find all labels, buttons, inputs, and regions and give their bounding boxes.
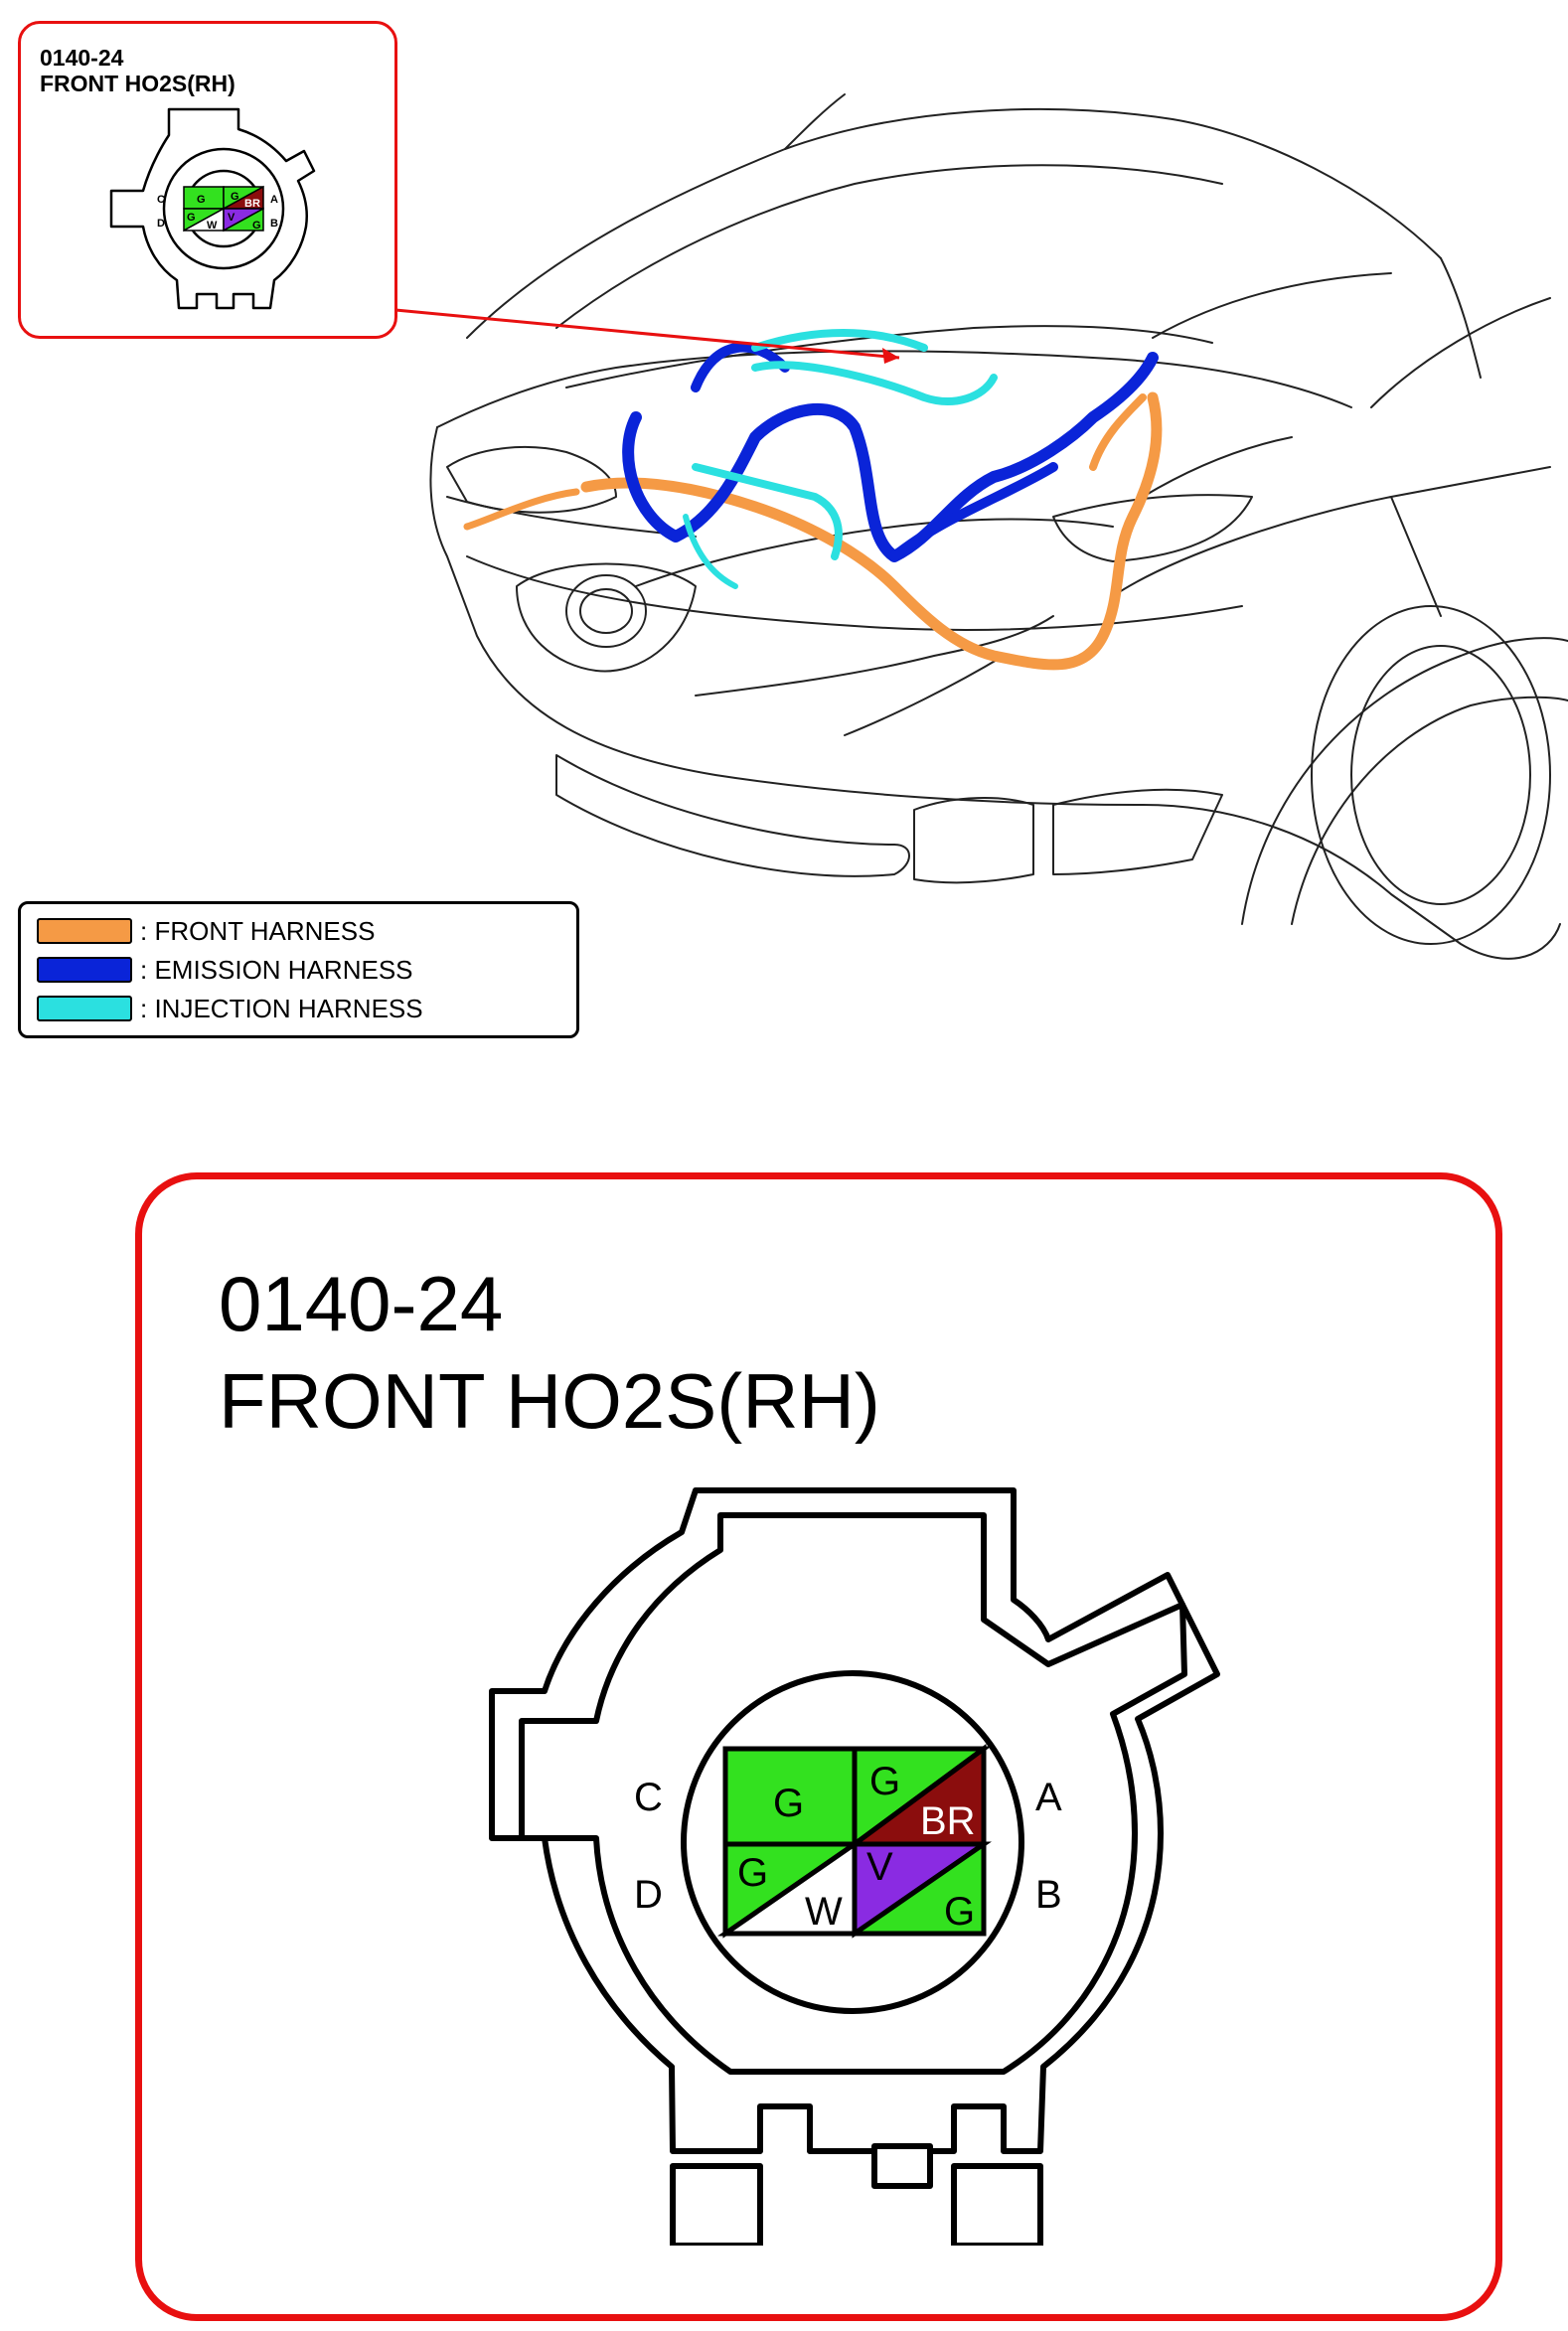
legend-label-emission: : EMISSION HARNESS xyxy=(140,954,413,985)
inset-pin-c-wire: G xyxy=(197,194,206,206)
inset-label-a: A xyxy=(270,194,278,206)
pin-d-wire-top-label: G xyxy=(737,1851,769,1895)
inset-name: FRONT HO2S(RH) xyxy=(40,71,235,96)
pin-a-wire-top-label: G xyxy=(869,1760,901,1803)
side-label-a: A xyxy=(1035,1776,1062,1819)
injection-harness-swatch xyxy=(37,996,132,1021)
inset-pin-a-wire-bottom: BR xyxy=(244,198,260,210)
side-label-c: C xyxy=(634,1776,663,1819)
pin-b-wire-bottom-label: G xyxy=(944,1890,976,1934)
inset-pin-b-wire-bottom: G xyxy=(252,220,261,232)
emission-harness-swatch xyxy=(37,957,132,983)
harness-legend xyxy=(18,901,579,1038)
detail-name: FRONT HO2S(RH) xyxy=(219,1357,880,1445)
inset-label-c: C xyxy=(157,194,165,206)
pin-a-wire-bottom-label: BR xyxy=(920,1799,976,1843)
legend-item-injection xyxy=(37,994,423,1023)
pin-c-wire-label: G xyxy=(773,1782,805,1825)
side-label-d: D xyxy=(634,1873,663,1917)
legend-item-front xyxy=(37,916,375,946)
inset-label-b: B xyxy=(270,218,278,230)
connector-face-view xyxy=(477,1471,1232,2246)
detail-code: 0140-24 xyxy=(219,1260,504,1347)
inset-label-d: D xyxy=(157,218,165,230)
side-label-b: B xyxy=(1035,1873,1062,1917)
front-harness-swatch xyxy=(37,918,132,944)
inset-pin-b-wire-top: V xyxy=(228,212,235,224)
inset-code: 0140-24 xyxy=(40,45,124,71)
inset-pin-a-wire-top: G xyxy=(231,191,239,203)
legend-label-front: : FRONT HARNESS xyxy=(140,915,376,946)
inset-pin-d-wire-bottom: W xyxy=(207,220,218,232)
pin-d-wire-bottom-label: W xyxy=(805,1890,843,1934)
legend-label-injection: : INJECTION HARNESS xyxy=(140,993,423,1023)
inset-pin-d-wire-top: G xyxy=(187,212,196,224)
pin-b-wire-top-label: V xyxy=(866,1845,893,1889)
inset-connector xyxy=(99,99,328,328)
legend-item-emission xyxy=(37,955,413,985)
